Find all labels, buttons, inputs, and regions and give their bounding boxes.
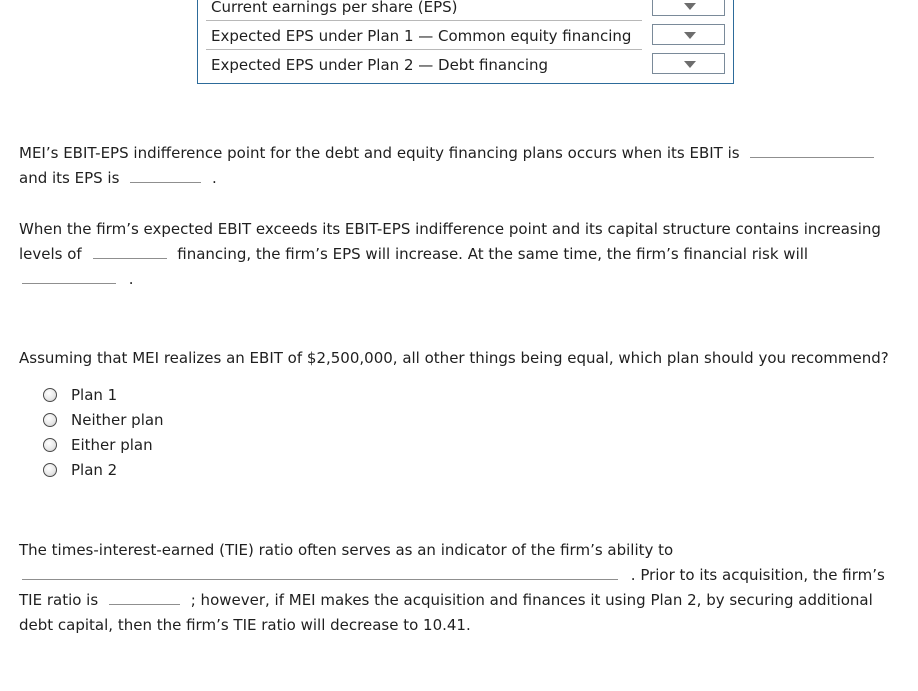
eps-row-current [198,0,733,21]
tie-conclusion-text: debt capital, then the firm’s TIE ratio will decrease to 10.41. [19,616,471,634]
indifference-eps-text: and its EPS is [19,169,120,187]
radio-button[interactable] [43,413,57,427]
capital-structure-text: When the firm’s expected EBIT exceeds its EBIT-EPS indifference point and its capital structure contains increasing [19,220,881,238]
financing-type-blank[interactable] [93,244,167,259]
eps-row-label: Current earnings per share (EPS) [211,0,458,16]
tie-ratio-text: TIE ratio is [19,591,99,609]
dropdown-arrow-icon [684,3,696,10]
radio-label: Plan 2 [71,461,118,479]
indifference-text: MEI’s EBIT-EPS indifference point for the debt and equity financing plans occurs when its EBIT is [19,144,740,162]
eps-plan2-dropdown[interactable] [652,53,725,74]
radio-label: Neither plan [71,411,164,429]
levels-of-text: levels of [19,245,82,263]
eps-current-dropdown[interactable] [652,0,725,16]
period: . [211,169,217,187]
indifference-ebit-blank[interactable] [750,143,874,158]
period: . [128,270,134,288]
radio-button[interactable] [43,463,57,477]
radio-button[interactable] [43,438,57,452]
tie-paragraph [19,538,899,638]
dropdown-arrow-icon [684,32,696,39]
tie-ability-blank[interactable] [22,565,618,580]
eps-row-plan2 [198,50,733,79]
tie-however-text: ; however, if MEI makes the acquisition and finances it using Plan 2, by securing additional [190,591,873,609]
eps-table [197,0,734,84]
financial-risk-blank[interactable] [22,269,116,284]
indifference-paragraph [19,141,899,191]
tie-text: The times-interest-earned (TIE) ratio often serves as an indicator of the firm’s ability to [19,541,674,559]
capital-structure-paragraph [19,217,909,292]
tie-ratio-blank[interactable] [109,590,180,605]
eps-plan1-dropdown[interactable] [652,24,725,45]
radio-button[interactable] [43,388,57,402]
eps-row-label: Expected EPS under Plan 1 — Common equity financing [211,27,632,45]
recommendation-question: Assuming that MEI realizes an EBIT of $2,500,000, all other things being equal, which plan should you recommend? [19,349,889,367]
tie-prior-text: . Prior to its acquisition, the firm’s [630,566,885,584]
dropdown-arrow-icon [684,61,696,68]
radio-label: Either plan [71,436,153,454]
indifference-eps-blank[interactable] [130,168,201,183]
eps-row-plan1 [198,21,733,50]
radio-label: Plan 1 [71,386,118,404]
financing-risk-text: financing, the firm’s EPS will increase. At the same time, the firm’s financial risk will [177,245,809,263]
eps-row-label: Expected EPS under Plan 2 — Debt financing [211,56,549,74]
